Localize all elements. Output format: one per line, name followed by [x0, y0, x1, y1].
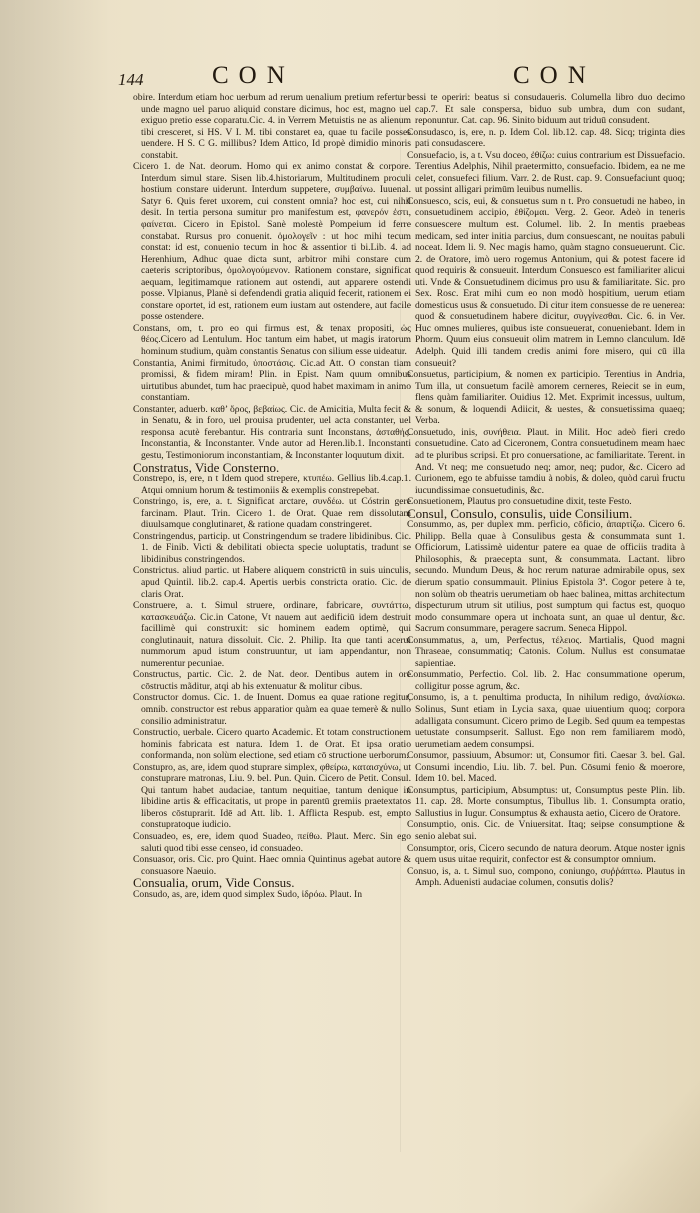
dictionary-entry: Consumptor, oris, Cicero secundo de natura deorum. Atque noster ignis quem usus uitae requirit, confector est & consumptor omnium. — [407, 842, 685, 866]
dictionary-entry: Constupro, as, are, idem quod stuprare simplex, φθείρω, καταισχύνω, ut constuprare matronas, Liu. 9. bel. Pun. Quin. Cicero de Petit. Consul. Qui tantum habet audaciae, tantum nequitiae, tantum denique in libidine artis & efficacitatis, ut prope in parentū gremiis praetextatos liberos cōstuprarit. Idē ad Att. lib. 1. Afflicta Respub. est, empto constupratoque iudicio. — [133, 761, 411, 831]
dictionary-entry: Consuasor, oris. Cic. pro Quint. Haec omnia Quintinus agebat autore & consuasore Naeuio. — [133, 854, 411, 877]
dictionary-entry: Constructio, uerbale. Cicero quarto Academic. Et totam constructionem hominis fabricata est natura. Idem 1. de Orat. Et ipsa oratio conformanda, non solùm electione, sed etiam cō structione uerborum. — [133, 727, 411, 762]
page-header — [0, 60, 700, 96]
dictionary-entry: Consuetudo, inis, συνήθεια. Plaut. in Milit. Hoc adeò fieri credo consuetudine. Cato ad Ciceronem, Contra consuetudinem meam haec ad te pluribus scripsi. Et pro conuersatione, ac familiaritate. Terent. in And. Vt neq; me consuetudo neq; amor, neq; pudor, &c. Cicero ad Curionem, ego te abfuisse tamdiu à nobis, & doleo, quòd caruì fructu iucundissimae consuetudinis, &c. — [407, 426, 685, 496]
page-number: 144 — [118, 70, 144, 89]
dictionary-entry: Consuadeo, es, ere, idem quod Suadeo, πείθω. Plaut. Merc. Sin ego saluti quod tibi esse censeo, id consuadeo. — [133, 831, 411, 854]
dictionary-entry: Consummo, as, per duplex mm. perficio, cōficio, ἀπαρτίζω. Cicero 6. Philipp. Bella quae à Consulibus gesta & consummata sunt 1. Officiorum, Latissimè uidentur patere ea quae de officiis tradita à Philosophis, & praecepta sunt, & consummata. Lactant. libro secundo. Mundum Deus, & hoc rerum naturae admirabile opus, sex dierum spatio consummauit. Plinius Epistola 3ª. Cogor petere à te, non solùm ob theatris uerumetiam ob haec balinea, mittas architectum dispecturum utrum sit utilius, post sumptum qui factus est, quoquo modo consummare opera ut inchoata sunt, an quae ul dentur, &c. Sacrum consummare, peragere sacrum. Seneca Hippol. — [407, 519, 685, 635]
dictionary-entry: Consualia, orum, Vide Consus. — [133, 875, 295, 891]
dictionary-entry: Constanter, aduerb. καθ’ ὅρος, βεβαίως. Cic. de Amicitia, Multa fecit & in Senatu, & in foro, uel prouisa prudenter, uel acta constanter, uel responsa acutè ferebantur. His contraria sunt Inconstans, ἀσταθής. Inconstantia, & Inconstanter. Vnde autor ad Heren.lib.1. Inconstanti gestu, Testimoniorum inconstantiam, & Inconstanter loquutum dixit. — [133, 403, 411, 461]
dictionary-entry: Consumptus, participium, Absumptus: ut, Consumptus peste Plin. lib. 11. cap. 28. Morte consumptus, Tibullus lib. 1. Consumpta oratio, Sallustius in Iugur. Consumptus & exhausta aetio, Cicero de Oratore. — [407, 784, 685, 819]
dictionary-entry: Consul, Consulo, consulis, uide Consilium. — [407, 505, 633, 521]
dictionary-entry: Constantia, Animi firmitudo, ὑποστάσις. Cic.ad Att. O constan tiam promissi, & fidem miram! Plin. in Epist. Nam quum omnibus uirtutibus abundet, tum hac praecipuè, quod habet maximam in animo constantiam. — [133, 357, 411, 404]
dictionary-entry: Consumptio, onis. Cic. de Vniuersitat. Itaq; seipse consumptione & senio alebat sui. — [407, 819, 685, 842]
dictionary-entry: bessi te operiri: beatus si consudaueris. Columella libro duo decimo cap.7. Et sale conspersa, biduo sub umbra, dum con sudant, reponuntur. Cat. cap. 96. Sinito biduum aut triduū consudent. — [407, 92, 685, 127]
right-column — [407, 92, 685, 889]
left-running-head: CON — [212, 62, 295, 89]
dictionary-entry: Constructus, partic. Cic. 2. de Nat. deor. Dentibus autem in ore cōstructis mãditur, atqi ab his extenuatur & molitur cibus. — [133, 669, 411, 692]
page-corner-shading — [550, 1063, 700, 1213]
dictionary-entry: Constrepo, is, ere, n t Idem quod strepere, κτυπέω. Gellius lib.4.cap.1. Atqui omnium horum & testimoniis & exemplis constrepebat. — [133, 473, 411, 496]
dictionary-entry: Consuefacio, is, a t. Vsu doceo, ἐθίζω: cuius contrarium est Dissuefacio. Terentius Adelphis, Nihil praetermitto, consuefacio. Ibidem, ea ne me celet, consuefeci filium. Varr. 2. de Rust. cap. 9. Consuefaciunt quoq; ut possint alligari primūm leuibus numellis. — [407, 149, 685, 196]
dictionary-entry: Consummatus, a, um, Perfectus, τέλειος. Martialis, Quod magni Thraseae, consummatiq; Catonis. Colum. Nullus est consumatae sapientiae. — [407, 634, 685, 669]
dictionary-entry: Constringo, is, ere, a. t. Significat arctare, συνδέω. ut Cóstrin gere farcinam. Plaut. Trin. Cicero 1. de Orat. Quae rem dissolutam diuulsamque conglutinaret, & ratione quadam constringeret. — [133, 496, 411, 531]
dictionary-entry: obire. Interdum etiam hoc uerbum ad rerum uenalium pretium refertur : unde magno uel paruo aliquid constare dicimus, hoc est, magno uel exiguo pretio esse coparatu.Cic. 4. in Verrem Metuistis ne as alienum tibi cresceret, si HS. V I. M. tibi constaret ea, quae tu facile posses uendere. H S. C G. millibus? Idem Attico, Id propè dimidio minoris constabit. — [133, 92, 411, 161]
dictionary-entry: Consuetionem, Plautus pro consuetudine dixit, teste Festo. — [407, 496, 632, 508]
dictionary-entry: Consuetus, participium, & nomen ex participio. Terentius in Andria, Tum illa, ut consuetum facilè amorem cerneres, Reiecit se in eum, flens quàm familiariter. Ouidius 12. Met. Exprimit incessus, uultum, & sonum, & loquendi Adiicit, & uestes, & consuetissima quaeq; Verba. — [407, 369, 685, 427]
dictionary-entry: Consumo, is, a t. penultima producta, In nihilum redigo, ἀναλίσκω. Solinus, Sunt etiam in Lycia saxa, quae uiuentium quoq; corpora adalligata consumunt. Cicero primo de Legib. Sed quum ea tempestas uetustate consumpserit. Sallust. Ego non rem familiarem modò, uerumetiam aedem consumpsi. — [407, 692, 685, 750]
dictionary-entry: Constringendus, particip. ut Constringendum se tradere libidinibus. Cic. 1. de Finib. Victi & debilitati obiecta specie uoluptatis, tradunt se libidinibus constringendos. — [133, 530, 411, 565]
dictionary-entry: Consuo, is, a. t. Simul suo, compono, coniungo, συῤῥάπτω. Plautus in Amph. Aduenisti audaciae columen, consutis dolis? — [407, 865, 685, 889]
dictionary-entry: Consudo, as, are, idem quod simplex Sudo, ἱδρόω. Plaut. In — [133, 888, 362, 900]
dictionary-entry: Construere, a. t. Simul struere, ordinare, fabricare, συντάττω, κατασκευάζω. Cic.in Catone, Vt nauem aut aedificiū idem destruit facillimè qui construxit: sic hominem eadem optimè, qui conglutinauit, natura dissoluit. Cic. 2. Philip. Ita que tanti acerui nummorum apud istum construuntur, ut iam appendantur, non numerentur pecuniae. — [133, 600, 411, 669]
dictionary-entry: Constrictus. aliud partic. ut Habere aliquem constrictū in suis uinculis, apud Quintil. lib.2. cap.4. Apertis uerbis constricta oratio. Cic. de claris Orat. — [133, 565, 411, 600]
dictionary-entry: Cicero 1. de Nat. deorum. Homo qui ex animo constat & corpore. Interdum simul stare. Sisen lib.4.historiarum, Multitudinem proculi hostium constare uiderunt. Interdum suppetere, συμβαίνω. Iuuenal. Satyr 6. Quis feret uxorem, cui constent omnia? hoc est, cui nihil desit. In tertia persona sumitur pro manifestum est, φανερόν ἐστι, φαίνεται. Cicero in Epistol. Sanè molestè Pompeium id ferre constabat. Rursus pro conuenit. ὁμολογεῖν : ut hoc mihi tecum constat: id est, conuenio tecum in hoc & assentior ti bi.Lib. 4. ad Herenhium, Adhuc quae dicta sunt, arbitror mihi constare cum caeteris scriptoribus, ὁμολογούμενον. Rationem constare, significat aequam, legitimamque rationem aut ostendi, aut apparere ostendi posse. Vlpianus, Planè si defendendi gratia aliquid fecerit, rationem ei constare oportet, id est, rationem eum iustam aut ostendere, aut facile posse ostendere. — [133, 161, 411, 323]
left-column — [133, 92, 411, 900]
dictionary-entry: Constans, om, t. pro eo qui firmus est, & tenax propositi, ὡς θέος.Cicero ad Lentulum. Hoc tantum eim habet, ut magis iratorum hominum studium, quàm constantis Senatus con silium esse uideatur. — [133, 322, 411, 358]
dictionary-entry: Consumor, passiuum, Absumor: ut, Consumor fiti. Caesar 3. bel. Gal. Consumi incendio, Liu. lib. 7. bel. Pun. Cōsumi fenio & moerore, Idem 10. bel. Maced. — [407, 750, 685, 785]
right-running-head: CON — [513, 62, 596, 89]
dictionary-entry: Consummatio, Perfectio. Col. lib. 2. Hac consummatione operum, colligitur posse agrum, &c. — [407, 669, 685, 692]
dictionary-entry: Constratus, Vide Consterno. — [133, 459, 280, 475]
dictionary-entry: Consuesco, scis, eui, & consuetus sum n t. Pro consuetudi ne habeo, in consuetudinem accipio, ἐθίζομαι. Verg. 2. Geor. Adeò in teneris consuescere multum est. Columel. lib. 2. In mentis praebeas medicam, sed inter initia parcius, dum consuescant, ne nouitas pabuli noceat. Idem li. 9. Nec magis hamo, quàm stagno consueuerunt. Cic. 2. de Oratore, imò uero rogemus Antonium, qui & potest facere id quod requiris & consueuit. Interdum Consuesco est familiariter alicui uti. Vnde & Consuetudinem dicimus pro usu & familiaritate. Sic. pro Sex. Rosc. Erat mihi cum eo non modò hospitium, uerum etiam domesticus usus & consuetudo. Di citur item consuesse de re uenerea: quod & consuetudinem habere dicitur, συγγίνεσθαι. Cic. 6. in Ver. Huc omnes mulieres, quibus iste consueuerat, conueniebant. Idem in Phorm. Quum eius consueuit olim matrem in Lemno clanculum. Idē Adelph. Quid illi tandem credis animi fore misero, qui cū illa consueuit? — [407, 195, 685, 369]
binding-shadow — [0, 0, 110, 1213]
dictionary-entry: Constructor domus. Cic. 1. de Inuent. Domus ea quae ratione regitur, omnib. constructor est rebus apparatior quàm ea quae temerè & nullo consilio administratur. — [133, 692, 411, 727]
dictionary-entry: Consudasco, is, ere, n. p. Idem Col. lib.12. cap. 48. Sicq; triginta dies pati consudascere. — [407, 126, 685, 150]
